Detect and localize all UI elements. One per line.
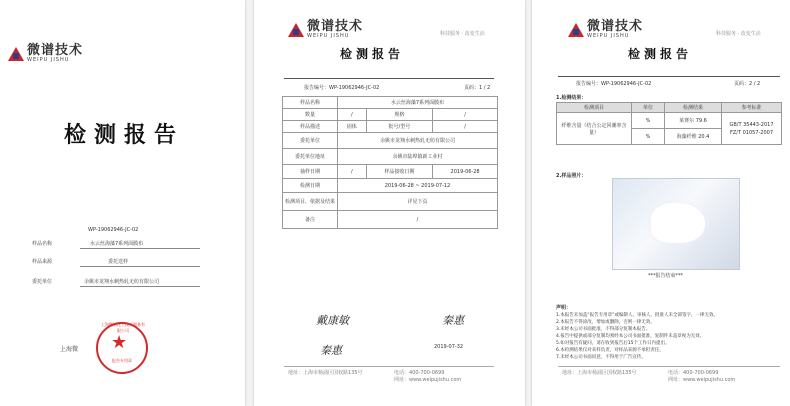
cell-result: 莱赛尔 79.6 [665, 113, 722, 129]
footer-website: 网址：www.weipujishu.com [668, 377, 736, 383]
cell-label: 批号/型号 [366, 121, 433, 133]
signature-reviewer: 秦惠 [442, 314, 464, 327]
star-icon: ★ [111, 332, 128, 353]
note-item: 2.本报告不得涂改，增加或删除，否则一律无效。 [556, 320, 655, 325]
header-item: 检测项目 [557, 103, 632, 113]
section-photo: 2.样品照片： [556, 173, 587, 179]
cover-page [0, 0, 245, 406]
cell-value: 余姚市陆埠镇新工业村 [338, 149, 498, 165]
cell-label: 备注 [283, 211, 338, 229]
brand-name: 微谱技术 [587, 19, 644, 34]
sample-info-table [282, 96, 498, 229]
cell-item: 纤维含量（结合公定回潮率含量） [557, 113, 632, 145]
footer-website: 网址：www.weipujishu.com [394, 377, 462, 383]
cover-value-source: 委托送样 [108, 259, 129, 265]
cell-value: / [338, 109, 367, 121]
cell-value: 2019-06-28 ~ 2019-07-12 [338, 179, 498, 193]
report-number: 报告编号：WP-19062946-JC-02 [304, 85, 380, 91]
note-item: 3.未经本公司书面批准，不得部分复制本报告。 [556, 327, 651, 332]
cover-label-sample: 样品名称 [32, 241, 53, 247]
note-item: 1.本报告未加盖“报告专用章”或编制人、审核人、批准人未全部签字，一律无效。 [556, 313, 718, 318]
cell-standard-2: FZ/T 01057-2007 [729, 129, 774, 136]
cell-value: / [338, 165, 367, 179]
footer-phone: 电话：400-700-0699 [668, 370, 719, 376]
cell-label: 样品描述 [283, 121, 338, 133]
cell-label: 检测项目、依据及结果 [283, 193, 338, 211]
cell-value: / [433, 121, 498, 133]
brand-slogan: 科技服务 · 改变生活 [716, 31, 761, 37]
cell-label: 数量 [283, 109, 338, 121]
page-title: 检测报告 [628, 47, 693, 61]
brand-en: WEIPU JISHU [587, 33, 630, 39]
sign-date: 2019-07-32 [434, 344, 464, 350]
footer-phone: 电话：400-700-0699 [394, 370, 445, 376]
footer-address: 地址：上海市杨浦区国权路135号 [288, 370, 363, 376]
signature-approver: 秦惠 [320, 344, 342, 357]
stamp-bottom-text: 报告专用章 [112, 358, 132, 363]
signature-compiler: 戴康敏 [316, 314, 349, 327]
cell-value: 固体 [338, 121, 367, 133]
section-results: 1.检测结果： [556, 95, 587, 101]
cover-label-source: 样品来源 [32, 259, 53, 265]
page-number: 页码：2 / 2 [734, 81, 761, 87]
note-item: 5.如对报告有疑问，请在收到报告后15个工作日内提出。 [556, 341, 670, 346]
brand-name: 微谱技术 [307, 19, 364, 34]
cell-label: 委托单位地址 [283, 149, 338, 165]
report-page-2 [532, 0, 790, 406]
cell-label: 样品名称 [283, 97, 338, 109]
page-number: 页码：1 / 2 [464, 85, 491, 91]
cover-value-sample: 水云丝海藻7系列面膜布 [90, 241, 144, 247]
cell-value: 详见下页 [338, 193, 498, 211]
cell-label: 检测日期 [283, 179, 338, 193]
brand-en: WEIPU JISHU [307, 33, 350, 39]
cover-report-no: WP-19062946-JC-02 [88, 227, 139, 233]
cell-label: 规格 [366, 109, 433, 121]
cell-label: 样品接收日期 [366, 165, 433, 179]
brand-logo [8, 44, 83, 63]
brand-slogan: 科技服务 · 改变生活 [440, 31, 485, 37]
report-page-1 [254, 0, 525, 406]
sample-photo [612, 178, 740, 270]
cell-value: 2019-06-28 [433, 165, 498, 179]
report-number: 报告编号：WP-19062946-JC-02 [576, 81, 652, 87]
brand-logo [288, 20, 363, 39]
brand-en: WEIPU JISHU [27, 57, 70, 63]
note-item: 7.未经本公司书面同意，不得用于广告宣传。 [556, 355, 646, 360]
brand-name: 微谱技术 [27, 43, 84, 58]
brand-logo [568, 20, 643, 39]
cell-unit: % [632, 129, 665, 145]
report-stamp [96, 322, 148, 374]
results-table [556, 102, 782, 145]
cell-value: 余姚市龙翔水刺热轧无纺有限公司 [338, 133, 498, 149]
note-item: 6.本检测结果仅对来样负责，对样品来源不承担责任。 [556, 348, 664, 353]
header-unit: 单位 [632, 103, 665, 113]
cell-value: / [338, 211, 498, 229]
logo-icon [8, 47, 24, 61]
cover-label-client: 委托单位 [32, 279, 53, 285]
cover-value-client: 余姚市龙翔水刺热轧无纺有限公司 [84, 279, 160, 285]
page-title: 检测报告 [340, 47, 405, 61]
cell-unit: % [632, 113, 665, 129]
end-mark: ***报告结束*** [648, 273, 684, 279]
notes-title: 声明： [556, 305, 572, 311]
note-item: 4.报告中提供或部分复制均须经本公司书面批准，复制件未盖章视为无效。 [556, 334, 705, 339]
cell-value: 水云丝海藻7系列面膜布 [338, 97, 498, 109]
logo-icon [568, 23, 584, 37]
header-result: 检测结果 [665, 103, 722, 113]
cover-title: 检测报告 [64, 122, 185, 148]
header-standard: 参考标准 [722, 103, 782, 113]
cell-label: 抽样日期 [283, 165, 338, 179]
cell-label: 委托单位 [283, 133, 338, 149]
logo-icon [288, 23, 304, 37]
footer-address: 地址：上海市杨浦区国权路135号 [562, 370, 637, 376]
cell-result: 海藻纤维 20.4 [665, 129, 722, 145]
cell-value: / [433, 109, 498, 121]
cover-bottom-text: 上海微 [60, 346, 79, 353]
stamp-ring-text: 上海微谱化工技术服务有限公司 [101, 322, 145, 333]
cell-standard-1: GB/T 35443-2017 [729, 121, 774, 128]
